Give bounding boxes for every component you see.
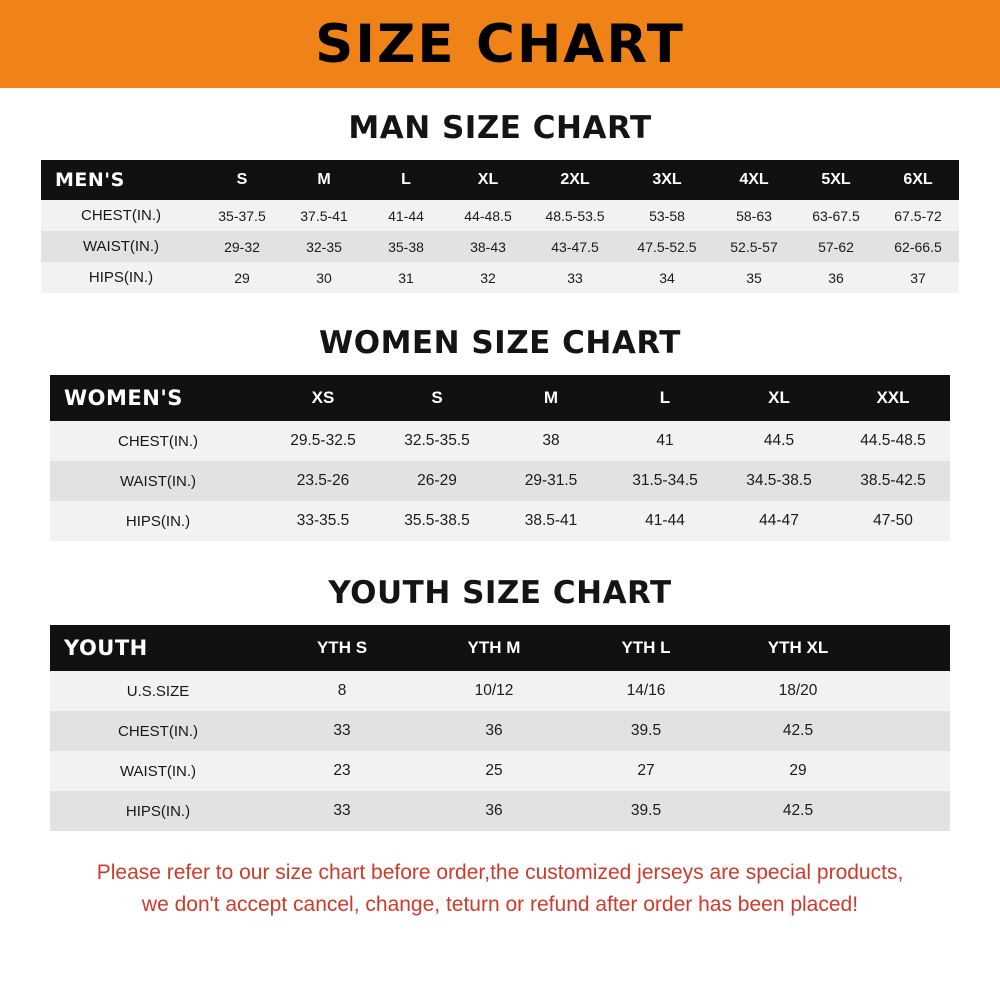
cell: 34.5-38.5 [722,461,836,501]
table-row [50,671,950,711]
cell: 38.5-42.5 [836,461,950,501]
cell: 44-48.5 [447,200,529,231]
cell: 29 [201,262,283,293]
youth-size-table [50,625,950,831]
cell: 27 [570,751,722,791]
cell: 29.5-32.5 [266,421,380,461]
cell-empty [874,711,950,751]
women-corner-label: WOMEN'S [50,375,266,421]
cell: 42.5 [722,791,874,831]
cell: 34 [621,262,713,293]
cell: 42.5 [722,711,874,751]
table-header-row [50,625,950,671]
table-header-row [50,375,950,421]
table-row [50,791,950,831]
cell: 44.5 [722,421,836,461]
section-title-women: WOMEN SIZE CHART [319,325,681,361]
table-row [50,751,950,791]
cell: 41-44 [608,501,722,541]
cell: 58-63 [713,200,795,231]
man-corner-label: MEN'S [41,160,201,200]
footer-note-line-2: we don't accept cancel, change, teturn or refund after order has been placed! [141,892,859,916]
cell: 33-35.5 [266,501,380,541]
cell: 36 [795,262,877,293]
cell: 32-35 [283,231,365,262]
women-col-header: S [380,375,494,421]
footer-note [25,857,975,920]
youth-col-header-empty [874,625,950,671]
cell: 32.5-35.5 [380,421,494,461]
cell: 29 [722,751,874,791]
cell: 52.5-57 [713,231,795,262]
cell: 38 [494,421,608,461]
cell: 36 [418,711,570,751]
cell: 26-29 [380,461,494,501]
women-size-table [50,375,950,541]
cell: 30 [283,262,365,293]
cell: 35-37.5 [201,200,283,231]
cell: 44.5-48.5 [836,421,950,461]
row-label: HIPS(IN.) [41,262,201,293]
table-row [50,711,950,751]
row-label: WAIST(IN.) [50,751,266,791]
section-youth [0,575,1000,831]
table-row [50,461,950,501]
man-col-header: 2XL [529,160,621,200]
youth-col-header: YTH L [570,625,722,671]
cell: 43-47.5 [529,231,621,262]
cell: 38-43 [447,231,529,262]
cell: 57-62 [795,231,877,262]
cell: 48.5-53.5 [529,200,621,231]
table-row [50,501,950,541]
cell: 41 [608,421,722,461]
cell: 35 [713,262,795,293]
table-row [41,231,959,262]
cell: 33 [266,711,418,751]
cell: 31 [365,262,447,293]
cell: 63-67.5 [795,200,877,231]
cell: 32 [447,262,529,293]
man-col-header: 3XL [621,160,713,200]
cell: 41-44 [365,200,447,231]
cell: 67.5-72 [877,200,959,231]
cell: 36 [418,791,570,831]
row-label: U.S.SIZE [50,671,266,711]
cell: 35.5-38.5 [380,501,494,541]
cell: 25 [418,751,570,791]
man-size-table [41,160,959,293]
cell: 47.5-52.5 [621,231,713,262]
cell: 47-50 [836,501,950,541]
cell: 14/16 [570,671,722,711]
cell: 33 [266,791,418,831]
section-title-man: MAN SIZE CHART [348,110,652,146]
cell-empty [874,671,950,711]
cell: 29-32 [201,231,283,262]
cell: 39.5 [570,711,722,751]
man-col-header: L [365,160,447,200]
man-col-header: S [201,160,283,200]
cell: 8 [266,671,418,711]
women-col-header: L [608,375,722,421]
man-col-header: 5XL [795,160,877,200]
cell: 31.5-34.5 [608,461,722,501]
women-col-header: XXL [836,375,950,421]
cell: 37.5-41 [283,200,365,231]
cell: 18/20 [722,671,874,711]
row-label: CHEST(IN.) [50,711,266,751]
women-col-header: XL [722,375,836,421]
cell: 37 [877,262,959,293]
cell: 62-66.5 [877,231,959,262]
header-banner [0,0,1000,88]
women-col-header: M [494,375,608,421]
man-col-header: XL [447,160,529,200]
section-title-youth: YOUTH SIZE CHART [328,575,672,611]
cell: 38.5-41 [494,501,608,541]
youth-col-header: YTH M [418,625,570,671]
man-col-header: M [283,160,365,200]
section-women [0,325,1000,541]
cell: 44-47 [722,501,836,541]
youth-corner-label: YOUTH [50,625,266,671]
row-label: CHEST(IN.) [50,421,266,461]
cell: 10/12 [418,671,570,711]
page-title: SIZE CHART [315,13,685,75]
cell: 33 [529,262,621,293]
man-col-header: 6XL [877,160,959,200]
row-label: HIPS(IN.) [50,501,266,541]
man-col-header: 4XL [713,160,795,200]
cell: 53-58 [621,200,713,231]
cell: 39.5 [570,791,722,831]
row-label: WAIST(IN.) [50,461,266,501]
footer-note-line-1: Please refer to our size chart before order,the customized jerseys are special products, [96,861,904,884]
cell: 35-38 [365,231,447,262]
row-label: HIPS(IN.) [50,791,266,831]
cell: 23 [266,751,418,791]
cell: 23.5-26 [266,461,380,501]
cell: 29-31.5 [494,461,608,501]
table-row [41,200,959,231]
section-man [0,110,1000,293]
row-label: CHEST(IN.) [41,200,201,231]
table-row [50,421,950,461]
cell-empty [874,791,950,831]
table-header-row [41,160,959,200]
youth-col-header: YTH XL [722,625,874,671]
cell-empty [874,751,950,791]
table-row [41,262,959,293]
youth-col-header: YTH S [266,625,418,671]
women-col-header: XS [266,375,380,421]
row-label: WAIST(IN.) [41,231,201,262]
